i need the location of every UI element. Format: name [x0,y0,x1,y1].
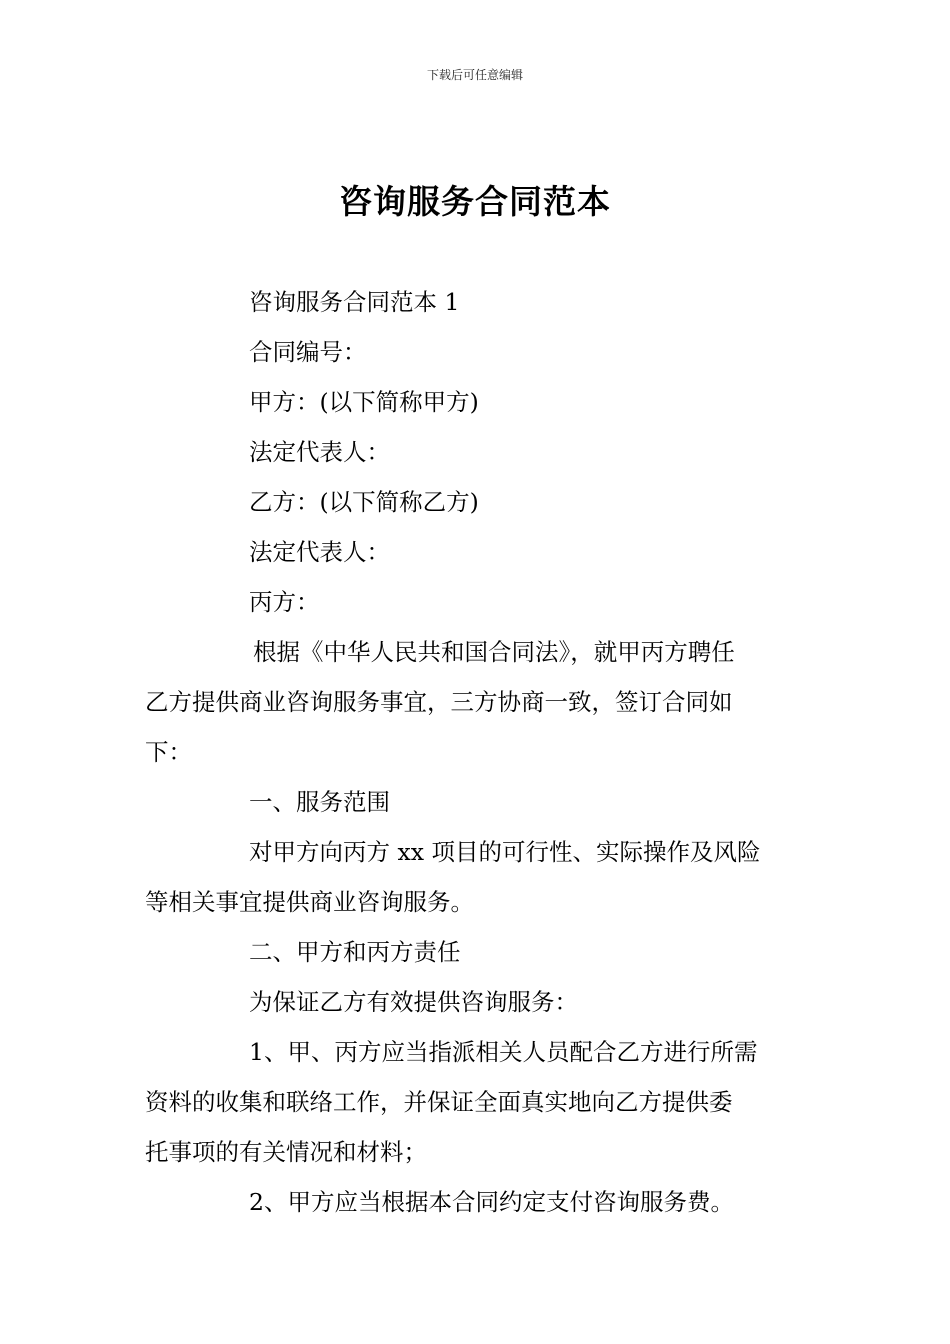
body-line: 1、甲、丙方应当指派相关人员配合乙方进行所需 [249,1038,758,1066]
body-line: 对甲方向丙方 xx 项目的可行性、实际操作及风险 [249,838,761,866]
document-body [145,277,810,1227]
body-line: 乙方提供商业咨询服务事宜，三方协商一致，签订合同如 [145,688,733,716]
body-line: 丙方： [249,588,320,616]
body-line: 甲方：(以下简称甲方) [249,388,479,416]
body-line: 乙方：(以下简称乙方) [249,488,479,516]
body-line: 二、甲方和丙方责任 [249,938,461,966]
body-line: 下： [145,738,192,766]
body-line: 2、甲方应当根据本合同约定支付咨询服务费。 [249,1188,734,1216]
body-line: 为保证乙方有效提供咨询服务： [249,988,578,1016]
body-line: 咨询服务合同范本 1 [249,288,460,316]
document-title: 咨询服务合同范本 [339,182,611,221]
page-header: 下载后可任意编辑 [426,68,523,82]
body-line: 等相关事宜提供商业咨询服务。 [145,888,474,916]
body-line: 资料的收集和联络工作，并保证全面真实地向乙方提供委 [145,1088,733,1116]
body-line: 根据《中华人民共和国合同法》，就甲丙方聘任 [253,638,735,666]
body-line: 托事项的有关情况和材料； [145,1138,427,1166]
body-line: 法定代表人： [249,438,390,466]
body-line: 法定代表人： [249,538,390,566]
body-line: 合同编号： [249,338,367,366]
body-line: 一、服务范围 [249,788,390,816]
